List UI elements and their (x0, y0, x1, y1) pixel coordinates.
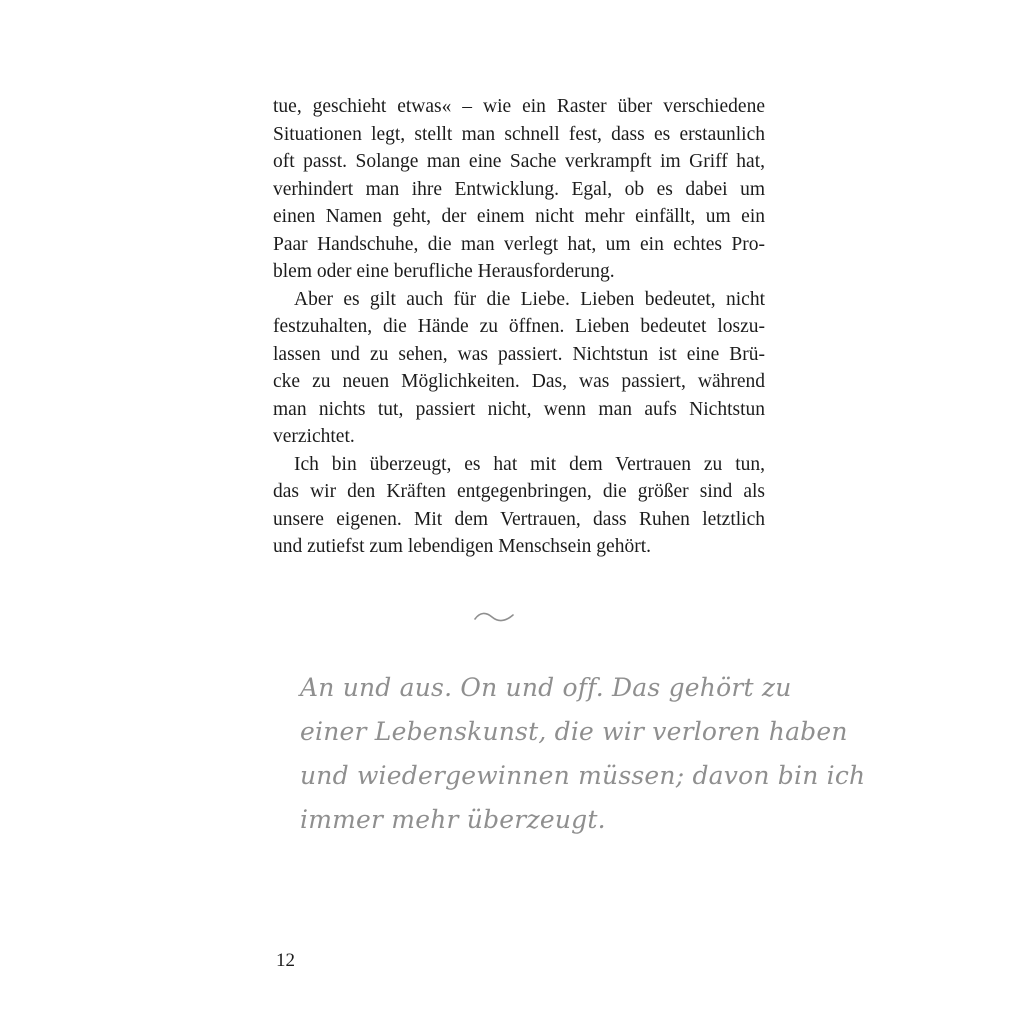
text-line: Ich bin überzeugt, es hat mit dem Vertrauen zu tun, (294, 453, 765, 475)
body-text (273, 93, 765, 561)
quote-line: An und aus. On und off. Das gehört zu (300, 673, 792, 702)
quote-line: immer mehr überzeugt. (300, 805, 606, 834)
quote-line: einer Lebenskunst, die wir verloren haben (300, 717, 848, 746)
text-line: verhindert man ihre Entwicklung. Egal, ob es dabei um (273, 178, 765, 200)
text-line: unsere eigenen. Mit dem Vertrauen, dass Ruhen letztlich (273, 508, 765, 530)
text-line: tue, geschieht etwas« – wie ein Raster über verschiedene (273, 96, 765, 117)
text-line: cke zu neuen Möglichkeiten. Das, was passiert, während (273, 371, 765, 392)
text-line: Paar Handschuhe, die man verlegt hat, um ein echtes Pro- (273, 233, 765, 255)
quote-line: und wiedergewinnen müssen; davon bin ich (300, 761, 866, 790)
paragraph-3 (273, 451, 765, 561)
paragraph-2 (273, 286, 765, 451)
page-number: 12 (276, 950, 295, 971)
tilde-swash-icon (472, 606, 516, 628)
pull-quote (300, 666, 866, 842)
text-line: einen Namen geht, der einem nicht mehr einfällt, um ein (273, 206, 765, 227)
text-line: festzuhalten, die Hände zu öffnen. Lieben bedeutet loszu- (273, 316, 765, 337)
text-line: oft passt. Solange man eine Sache verkrampft im Griff hat, (273, 151, 765, 172)
text-line: blem oder eine berufliche Herausforderung. (273, 261, 615, 282)
text-line: das wir den Kräften entgegenbringen, die größer sind als (273, 481, 765, 502)
text-line: verzichtet. (273, 426, 355, 447)
text-line: Aber es gilt auch für die Liebe. Lieben bedeutet, nicht (294, 288, 765, 310)
paragraph-1 (273, 93, 765, 286)
text-line: und zutiefst zum lebendigen Menschsein gehört. (273, 536, 651, 557)
text-line: lassen und zu sehen, was passiert. Nichtstun ist eine Brü- (273, 343, 765, 365)
text-line: man nichts tut, passiert nicht, wenn man aufs Nichtstun (273, 398, 765, 420)
text-line: Situationen legt, stellt man schnell fest, dass es erstaunlich (273, 123, 765, 145)
